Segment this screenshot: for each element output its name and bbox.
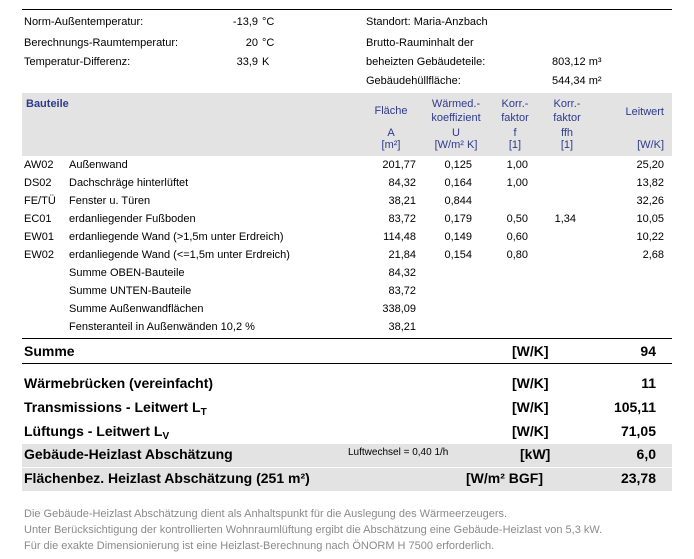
table-cell-code: AW02 xyxy=(24,159,54,171)
lueft-label: Lüftungs - Leitwert $L_V$ xyxy=(24,423,170,442)
table-cell-name: Fenster u. Türen xyxy=(69,195,151,207)
table-cell-l: 10,05 xyxy=(636,213,664,225)
norm-label: Norm-Außentemperatur: xyxy=(24,16,144,28)
summe-unit: [W/K] xyxy=(512,343,549,359)
waerme-h4: [W/m² K] xyxy=(434,139,478,151)
huelle-value: 544,34 m² xyxy=(552,75,602,87)
sum-row-label: Fensteranteil in Außenwänden 10,2 % xyxy=(69,321,255,333)
table-cell-u: 0,164 xyxy=(444,177,472,189)
summe-value: 94 xyxy=(640,343,656,359)
table-cell-f: 0,60 xyxy=(506,231,528,243)
table-cell-name: erdanliegender Fußboden xyxy=(69,213,196,225)
waerme-h2: koeffizient xyxy=(431,112,481,124)
table-cell-u: 0,154 xyxy=(444,249,472,261)
brutto-line2: beheizten Gebäudeteile: xyxy=(366,56,486,68)
col-bauteile: Bauteile xyxy=(26,98,69,110)
norm-value: -13,9 xyxy=(232,16,258,28)
table-cell-code: EW02 xyxy=(24,249,54,261)
table-cell-code: EW01 xyxy=(24,231,54,243)
flaeche-value: 23,78 xyxy=(620,470,656,486)
table-cell-name: Dachschräge hinterlüftet xyxy=(69,177,189,189)
diff-label: Temperatur-Differenz: xyxy=(24,56,131,68)
brutto-value: 803,12 m³ xyxy=(552,56,602,68)
trans-unit: [W/K] xyxy=(512,399,549,415)
table-cell-ffh: 1,34 xyxy=(554,213,576,225)
summe-rule-top xyxy=(22,338,672,339)
table-cell-l: 32,26 xyxy=(636,195,664,207)
leitwert-h2: [W/K] xyxy=(637,139,664,151)
waerme-h3: U xyxy=(452,127,460,139)
table-cell-f: 1,00 xyxy=(506,177,528,189)
table-cell-a: 83,72 xyxy=(388,213,416,225)
table-cell-code: EC01 xyxy=(24,213,52,225)
table-cell-code: DS02 xyxy=(24,177,52,189)
table-cell-l: 25,20 xyxy=(636,159,664,171)
note-1: Die Gebäude-Heizlast Abschätzung dient als Anhaltspunkt für die Auslegung des Wärmeerzeugers. xyxy=(24,508,508,520)
flaeche-label: Flächenbez. Heizlast Abschätzung (251 m²) xyxy=(24,470,310,486)
korrffh-h4: [1] xyxy=(560,139,574,151)
korrffh-h2: faktor xyxy=(553,112,581,124)
korrffh-h3: ffh xyxy=(560,127,574,139)
norm-unit: °C xyxy=(262,16,275,28)
trans-value: 105,11 xyxy=(613,399,656,415)
table-cell-name: erdanliegende Wand (>1,5m unter Erdreich) xyxy=(69,231,284,243)
table-cell-u: 0,149 xyxy=(444,231,472,243)
table-cell-f: 0,80 xyxy=(506,249,528,261)
table-cell-u: 0,125 xyxy=(444,159,472,171)
raum-unit: °C xyxy=(262,37,275,49)
table-cell-a: 201,77 xyxy=(382,159,416,171)
note-2: Unter Berücksichtigung der kontrollierten Wohnraumlüftung ergibt die Abschätzung eine Gebäude-Heizlast von 5,3 kW. xyxy=(24,524,603,536)
sum-row-label: Summe Außenwandflächen xyxy=(69,303,204,315)
wb-unit: [W/K] xyxy=(512,375,549,391)
table-cell-u: 0,179 xyxy=(444,213,472,225)
wb-value: 11 xyxy=(641,375,656,391)
heizlast-separator xyxy=(22,467,672,468)
sum-row-value: 338,09 xyxy=(382,303,416,315)
raum-label: Berechnungs-Raumtemperatur: xyxy=(24,37,179,49)
table-cell-a: 38,21 xyxy=(388,195,416,207)
table-cell-f: 0,50 xyxy=(506,213,528,225)
top-rule xyxy=(22,9,672,10)
flaeche-unit: [W/m² BGF] xyxy=(466,470,543,486)
flaeche-h3: [m²] xyxy=(381,139,401,151)
waerme-h1: Wärmed.- xyxy=(431,98,481,110)
brutto-line1: Brutto-Rauminhalt der xyxy=(366,37,474,49)
korrf-h2: faktor xyxy=(501,112,529,124)
flaeche-h1: Fläche xyxy=(374,105,408,117)
table-cell-a: 84,32 xyxy=(388,177,416,189)
heiz-value: 6,0 xyxy=(636,446,656,462)
note-3: Für die exakte Dimensionierung ist eine Heizlast-Berechnung nach ÖNORM H 7500 erforderlich. xyxy=(24,540,495,552)
table-cell-l: 10,22 xyxy=(636,231,664,243)
table-cell-a: 21,84 xyxy=(388,249,416,261)
korrf-h4: [1] xyxy=(508,139,522,151)
korrffh-h1: Korr.- xyxy=(553,98,581,110)
table-cell-l: 13,82 xyxy=(636,177,664,189)
lueft-value: 71,05 xyxy=(620,423,656,439)
table-cell-code: FE/TÜ xyxy=(24,195,56,207)
summe-rule-bottom xyxy=(22,363,672,364)
heiz-label: Gebäude-Heizlast Abschätzung xyxy=(24,446,233,462)
table-cell-f: 1,00 xyxy=(506,159,528,171)
trans-label: Transmissions - Leitwert $L_T$ xyxy=(24,399,207,418)
diff-value: 33,9 xyxy=(236,56,258,68)
table-cell-name: erdanliegende Wand (<=1,5m unter Erdreich) xyxy=(69,249,290,261)
korrf-h3: f xyxy=(513,127,517,139)
diff-unit: K xyxy=(262,56,270,68)
huelle-label: Gebäudehüllfläche: xyxy=(366,75,461,87)
flaeche-h2: A xyxy=(387,127,395,139)
sum-row-label: Summe OBEN-Bauteile xyxy=(69,267,185,279)
table-cell-a: 114,48 xyxy=(383,231,416,243)
luftwechsel-note: Luftwechsel = 0,40 1/h xyxy=(348,447,449,458)
raum-value: 20 xyxy=(245,37,258,49)
standort: Standort: Maria-Anzbach xyxy=(366,16,488,28)
sum-row-value: 83,72 xyxy=(388,285,416,297)
wb-label: Wärmebrücken (vereinfacht) xyxy=(24,375,214,391)
sum-row-label: Summe UNTEN-Bauteile xyxy=(69,285,192,297)
lueft-unit: [W/K] xyxy=(512,423,549,439)
sum-row-value: 38,21 xyxy=(388,321,416,333)
korrf-h1: Korr.- xyxy=(501,98,529,110)
summe-label: Summe xyxy=(24,343,75,359)
sum-row-value: 84,32 xyxy=(388,267,416,279)
heiz-unit: [kW] xyxy=(520,446,551,462)
table-cell-l: 2,68 xyxy=(642,249,664,261)
table-cell-u: 0,844 xyxy=(444,195,472,207)
leitwert-h1: Leitwert xyxy=(625,106,664,118)
table-cell-name: Außenwand xyxy=(69,159,128,171)
